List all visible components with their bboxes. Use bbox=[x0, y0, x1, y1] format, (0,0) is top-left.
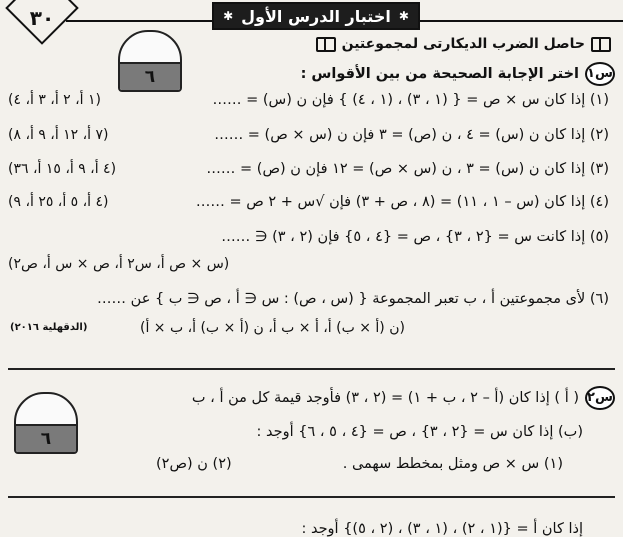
section-title-row bbox=[316, 36, 611, 52]
page-number: ٣٠ bbox=[29, 6, 55, 30]
q1-item-6-choices: (ن (أ × ب) أ، أ × ب أ، ن (أ × ب) أ، ب × أ) bbox=[140, 320, 405, 336]
q1-instruction: اختر الإجابة الصحيحة من بين الأقواس : bbox=[300, 66, 579, 82]
section-title: حاصل الضرب الديكارتى لمجموعتين bbox=[341, 36, 585, 52]
section-divider bbox=[8, 368, 615, 370]
star-icon: ✱ bbox=[223, 9, 234, 23]
q1-item-3: (٣) إذا كان ن (س) = ٣ ، ن (س × ص) = ١٢ فإن ن (ص) = …… bbox=[206, 161, 609, 177]
section-divider bbox=[8, 496, 615, 498]
q1-item-1: (١) إذا كان س × ص = { (١ ، ٣) ، (١ ، ٤) } فإن ن (س) = …… bbox=[212, 92, 609, 108]
q2-part-a: ( أ ) إذا كان (أ – ٢ ، ب + ١) = (٢ ، ٣) فأوجد قيمة كل من أ ، ب bbox=[191, 390, 579, 406]
q2-sub-1: (١) س × ص ومثل بمخطط سهمى . bbox=[342, 456, 563, 472]
banner-title: اختبار الدرس الأول bbox=[241, 6, 391, 26]
star-icon: ✱ bbox=[398, 9, 409, 23]
score-value: ٦ bbox=[120, 62, 180, 90]
q1-item-2: (٢) إذا كان ن (س) = ٤ ، ن (ص) = ٣ فإن ن (س × ص) = …… bbox=[214, 127, 609, 143]
q1-item-1-choices: (١ أ، ٢ أ، ٣ أ، ٤) bbox=[8, 92, 101, 108]
q3-partial: إذا كان أ = {(١ ، ٢) ، (١ ، ٣) ، (٢ ، ٥)} أوجد : bbox=[301, 521, 583, 537]
q1-item-5-choices: (س × ص أ، س٢ أ، ص × س أ، ص٢) bbox=[8, 256, 230, 272]
q1-item-6: (٦) لأى مجموعتين أ ، ب تعبر المجموعة { (س ، ص) : س ∈ أ ، ص ∈ ب } عن …… bbox=[97, 291, 609, 307]
q1-item-4-choices: (٤ أ، ٥ أ، ٢٥ أ، ٩) bbox=[8, 194, 109, 210]
q2-part-a-row bbox=[192, 386, 615, 410]
question-badge: س١ bbox=[585, 62, 615, 86]
source-note: (الدقهلية ٢٠١٦) bbox=[10, 322, 88, 333]
score-value: ٦ bbox=[16, 424, 76, 452]
book-icon bbox=[591, 37, 611, 52]
q1-item-5: (٥) إذا كانت س = {٢ ، ٣} ، ص = {٤ ، ٥} فإن (٢ ، ٣) ∈ …… bbox=[221, 229, 609, 245]
lesson-test-banner bbox=[212, 2, 420, 30]
book-icon bbox=[316, 37, 336, 52]
q1-header bbox=[301, 62, 615, 86]
score-box bbox=[14, 392, 78, 454]
score-box bbox=[118, 30, 182, 92]
question-badge: س٢ bbox=[585, 386, 615, 410]
q1-item-3-choices: (٤ أ، ٩ أ، ١٥ أ، ٣٦) bbox=[8, 161, 117, 177]
q1-item-4: (٤) إذا كان (س – ١ ، ١١) = (٨ ، ص + ٣) فإن √س + ٢ ص = …… bbox=[195, 194, 609, 210]
q1-item-2-choices: (٧ أ، ١٢ أ، ٩ أ، ٨) bbox=[8, 127, 109, 143]
q2-sub-2: (٢) ن (ص٢) bbox=[156, 456, 232, 472]
q2-part-b: (ب) إذا كان س = {٢ ، ٣} ، ص = {٤ ، ٥ ، ٦} أوجد : bbox=[256, 424, 583, 440]
